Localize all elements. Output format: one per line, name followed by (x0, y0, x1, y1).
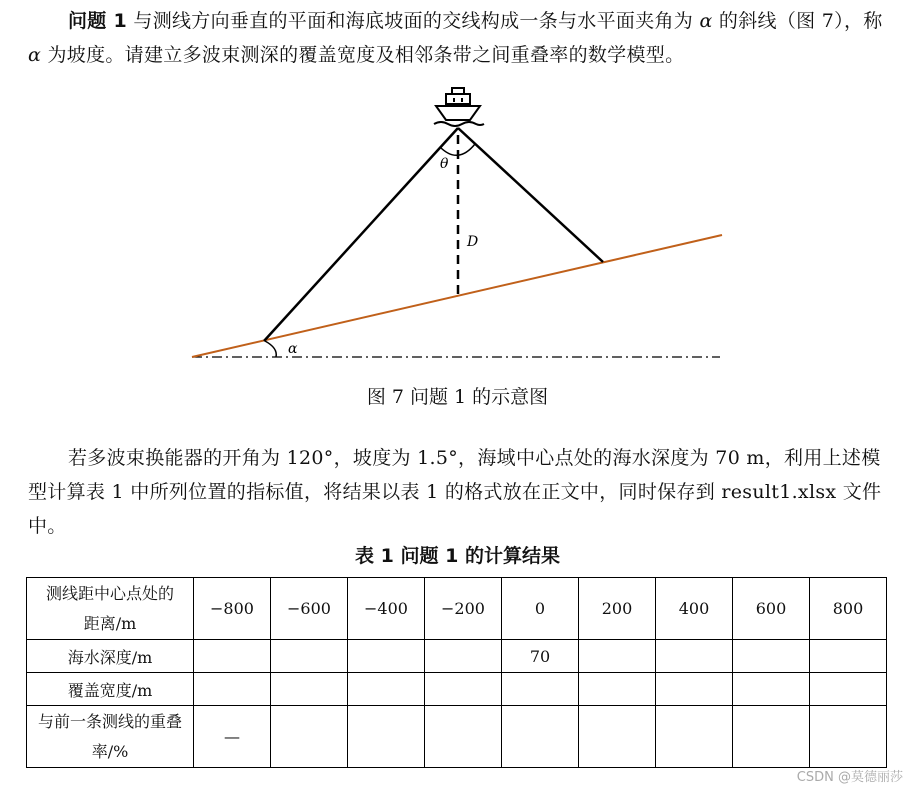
table-caption: 表 1 问题 1 的计算结果 (355, 545, 560, 567)
table-cell (579, 673, 656, 706)
problem-label: 问题 1 (68, 10, 128, 32)
depth-label: D (467, 234, 479, 250)
seabed-slope-line (192, 235, 722, 357)
table-row (27, 673, 887, 706)
table-cell (425, 706, 502, 768)
table-cell (271, 673, 348, 706)
task-paragraph (28, 441, 898, 543)
table-cell: 400 (656, 578, 733, 640)
task-text: 若多波束换能器的开角为 120°，坡度为 1.5°，海域中心点处的海水深度为 70 m，利用上述模型计算表 1 中所列位置的指标值，将结果以表 1 的格式放在正文中，同时保存到 result1.xlsx 文件中。 (28, 447, 882, 537)
row-header: 测线距中心点处的距离/m (27, 578, 194, 640)
table-row (27, 640, 887, 673)
table-cell (348, 706, 425, 768)
row-header: 与前一条测线的重叠率/% (27, 706, 194, 768)
intro-text-a: 与测线方向垂直的平面和海底坡面的交线构成一条与水平面夹角为 (133, 10, 694, 32)
table-row (27, 706, 887, 768)
table-cell (194, 640, 271, 673)
table-cell (425, 673, 502, 706)
table-cell: 0 (502, 578, 579, 640)
table-cell (656, 640, 733, 673)
table-cell: −400 (348, 578, 425, 640)
watermark: CSDN @莫德丽莎 (796, 770, 903, 785)
left-beam-line (264, 128, 458, 341)
table-cell: — (194, 706, 271, 768)
table-cell: −600 (271, 578, 348, 640)
table-cell (810, 673, 887, 706)
ship-icon (434, 88, 484, 126)
row-header: 海水深度/m (27, 640, 194, 673)
intro-text-c: 为坡度。请建立多波束测深的覆盖宽度及相邻条带之间重叠率的数学模型。 (47, 44, 685, 66)
table-cell (348, 673, 425, 706)
row-header: 覆盖宽度/m (27, 673, 194, 706)
table-cell (810, 706, 887, 768)
alpha-symbol: α (699, 10, 713, 32)
table-cell: 70 (502, 640, 579, 673)
result-table (26, 577, 887, 768)
table-cell: −800 (194, 578, 271, 640)
table-cell: −200 (425, 578, 502, 640)
table-cell (271, 640, 348, 673)
table-cell: 600 (733, 578, 810, 640)
table-cell (579, 706, 656, 768)
table-cell: 200 (579, 578, 656, 640)
table-cell (656, 706, 733, 768)
table-cell (271, 706, 348, 768)
table-cell (810, 640, 887, 673)
alpha-symbol-2: α (28, 44, 42, 66)
table-cell (656, 673, 733, 706)
table-cell (425, 640, 502, 673)
table-cell: 800 (810, 578, 887, 640)
alpha-label: α (288, 341, 298, 357)
table-cell (733, 706, 810, 768)
table-cell (733, 640, 810, 673)
intro-text-b: 的斜线（图 7），称 (718, 10, 883, 32)
table-cell (194, 673, 271, 706)
table-cell (348, 640, 425, 673)
table-cell (502, 706, 579, 768)
right-beam-line (458, 128, 603, 262)
theta-label: θ (440, 156, 449, 172)
table-row (27, 578, 887, 640)
alpha-arc (265, 341, 276, 357)
table-cell (502, 673, 579, 706)
table-cell (579, 640, 656, 673)
table-cell (733, 673, 810, 706)
figure-caption: 图 7 问题 1 的示意图 (366, 386, 549, 408)
slope-diagram (0, 0, 915, 380)
